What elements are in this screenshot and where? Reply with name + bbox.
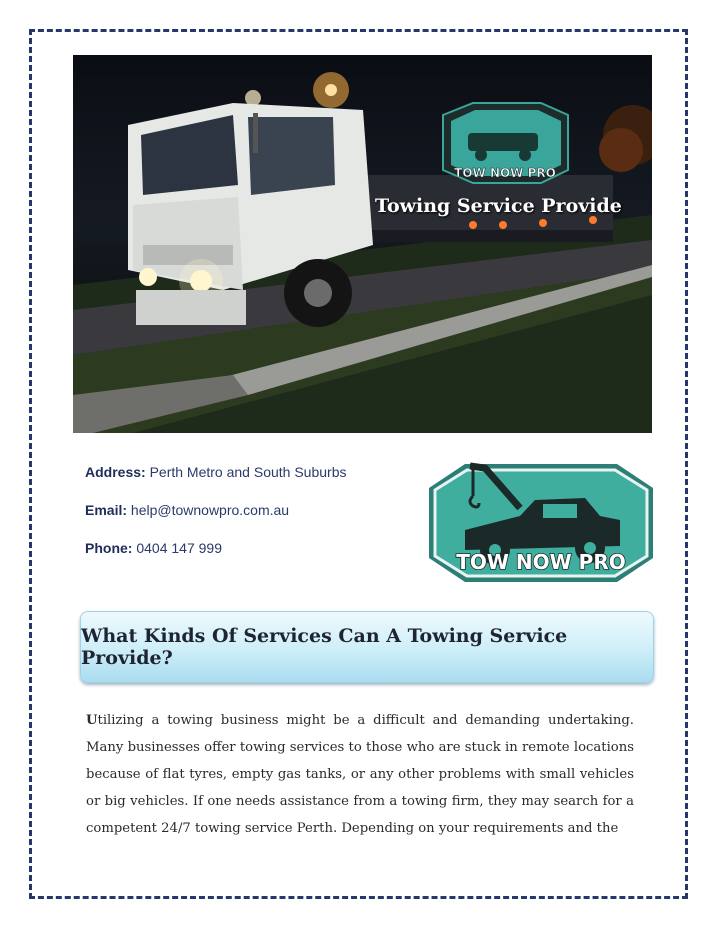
drop-cap: U bbox=[86, 713, 98, 728]
phone-label: Phone: bbox=[85, 540, 133, 556]
email-label: Email: bbox=[85, 502, 128, 518]
body-paragraph bbox=[86, 707, 634, 842]
tow-now-pro-logo bbox=[425, 458, 657, 588]
section-heading-box bbox=[80, 611, 654, 683]
section-heading: What Kinds Of Services Can A Towing Service Provide? bbox=[81, 625, 568, 669]
address-row bbox=[85, 462, 346, 500]
tow-truck-photo bbox=[73, 55, 652, 433]
email-link[interactable]: help@townowpro.com.au bbox=[130, 502, 290, 518]
hero-logo-text: TOW NOW PRO bbox=[454, 166, 556, 180]
address-label: Address: bbox=[85, 464, 146, 480]
email-row bbox=[85, 500, 346, 538]
phone-row bbox=[85, 538, 346, 576]
logo-text: TOW NOW PRO bbox=[456, 550, 626, 574]
phone-number[interactable]: 0404 147 999 bbox=[136, 540, 222, 556]
hero-image bbox=[73, 55, 652, 433]
contact-block bbox=[85, 462, 346, 576]
paragraph-text: tilizing a towing business might be a difficult and demanding undertaking. Many businesses offer towing services to those who are stuck in remote locations because of flat tyres, empty gas tanks, or any other problems with small vehicles or big vehicles. If one needs assistance from a towing firm, they may search for a competent 24/7 towing service Perth. Depending on your requirements and the bbox=[86, 713, 634, 836]
hero-caption: Towing Service Provide bbox=[375, 195, 622, 217]
address-value: Perth Metro and South Suburbs bbox=[149, 464, 347, 480]
